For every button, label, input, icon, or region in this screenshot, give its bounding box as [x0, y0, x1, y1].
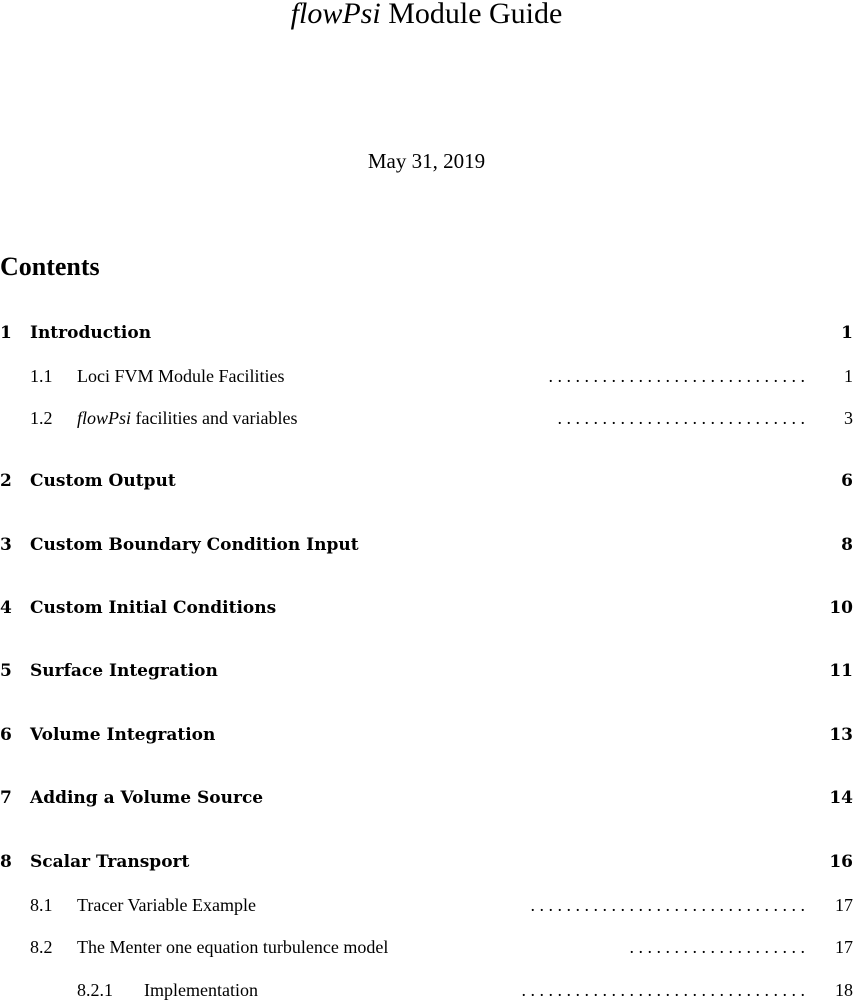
toc-label[interactable]: Tracer Variable Example [77, 895, 256, 915]
toc-subsection-tracer-variable[interactable] [0, 893, 853, 917]
toc-number: 1.1 [30, 366, 53, 386]
toc-label-rest: facilities and variables [131, 408, 298, 428]
toc-page-number[interactable]: 11 [829, 661, 853, 681]
toc-page-number[interactable]: 1 [844, 366, 853, 386]
toc-leader-dots: . . . . . . . . . . . . . . . . . . . . [629, 937, 805, 957]
toc-section-scalar-transport[interactable] [0, 850, 853, 874]
toc-number: 3 [0, 535, 12, 555]
title-rest: Module Guide [380, 0, 563, 30]
toc-label[interactable]: Volume Integration [30, 725, 216, 745]
toc-section-introduction[interactable] [0, 321, 853, 345]
toc-label-software-name: flowPsi [77, 408, 132, 428]
toc-section-custom-boundary[interactable] [0, 533, 853, 557]
toc-leader-dots: . . . . . . . . . . . . . . . . . . . . . . . . . . . . . . . [530, 895, 805, 915]
toc-leader-dots: . . . . . . . . . . . . . . . . . . . . . . . . . . . . [557, 408, 805, 428]
toc-subsection-menter-model[interactable] [0, 935, 853, 959]
title-software-name: flowPsi [290, 0, 381, 30]
toc-section-custom-initial[interactable] [0, 596, 853, 620]
toc-leader-dots: . . . . . . . . . . . . . . . . . . . . . . . . . . . . . [548, 366, 805, 386]
document-date: May 31, 2019 [367, 149, 486, 173]
toc-number: 5 [0, 661, 12, 681]
toc-label[interactable]: The Menter one equation turbulence model [77, 937, 389, 957]
toc-label[interactable]: Introduction [30, 323, 152, 343]
toc-number: 7 [0, 788, 12, 808]
toc-page-number[interactable]: 14 [829, 788, 853, 808]
toc-label[interactable]: Scalar Transport [30, 852, 190, 872]
toc-section-volume-source[interactable] [0, 786, 853, 810]
toc-subsection-loci-fvm[interactable] [0, 364, 853, 388]
toc-number: 1 [0, 323, 12, 343]
toc-label[interactable]: Implementation [144, 980, 258, 1000]
toc-subsubsection-implementation[interactable] [0, 978, 853, 1002]
toc-leader-dots: . . . . . . . . . . . . . . . . . . . . . . . . . . . . . . . . [521, 980, 805, 1000]
toc-label[interactable]: Loci FVM Module Facilities [77, 366, 285, 386]
toc-page-number[interactable]: 10 [829, 598, 853, 618]
toc-section-volume-integration[interactable] [0, 723, 853, 747]
toc-label[interactable] [77, 406, 297, 430]
toc-section-custom-output[interactable] [0, 469, 853, 493]
toc-number: 1.2 [30, 408, 53, 428]
contents-heading: Contents [0, 252, 100, 281]
toc-label[interactable]: Custom Boundary Condition Input [30, 535, 359, 555]
toc-label[interactable]: Custom Initial Conditions [30, 598, 277, 618]
toc-number: 8.1 [30, 895, 53, 915]
toc-page-number[interactable]: 18 [835, 980, 853, 1000]
toc-page-number[interactable]: 13 [829, 725, 853, 745]
toc-number: 8 [0, 852, 12, 872]
toc-page-number[interactable]: 8 [841, 535, 853, 555]
toc-label[interactable]: Custom Output [30, 471, 176, 491]
toc-number: 8.2 [30, 937, 53, 957]
toc-number: 6 [0, 725, 12, 745]
toc-number: 4 [0, 598, 12, 618]
toc-label[interactable]: Surface Integration [30, 661, 218, 681]
toc-page-number[interactable]: 1 [841, 323, 853, 343]
toc-page-number[interactable]: 6 [841, 471, 853, 491]
toc-subsection-flowpsi-facilities[interactable] [0, 406, 853, 430]
toc-number: 2 [0, 471, 12, 491]
toc-number: 8.2.1 [77, 980, 113, 1000]
toc-section-surface-integration[interactable] [0, 659, 853, 683]
toc-label[interactable]: Adding a Volume Source [30, 788, 264, 808]
document-title [0, 0, 853, 32]
toc-page-number[interactable]: 16 [829, 852, 853, 872]
toc-page-number[interactable]: 17 [835, 895, 853, 915]
toc-page-number[interactable]: 3 [844, 408, 853, 428]
toc-page-number[interactable]: 17 [835, 937, 853, 957]
